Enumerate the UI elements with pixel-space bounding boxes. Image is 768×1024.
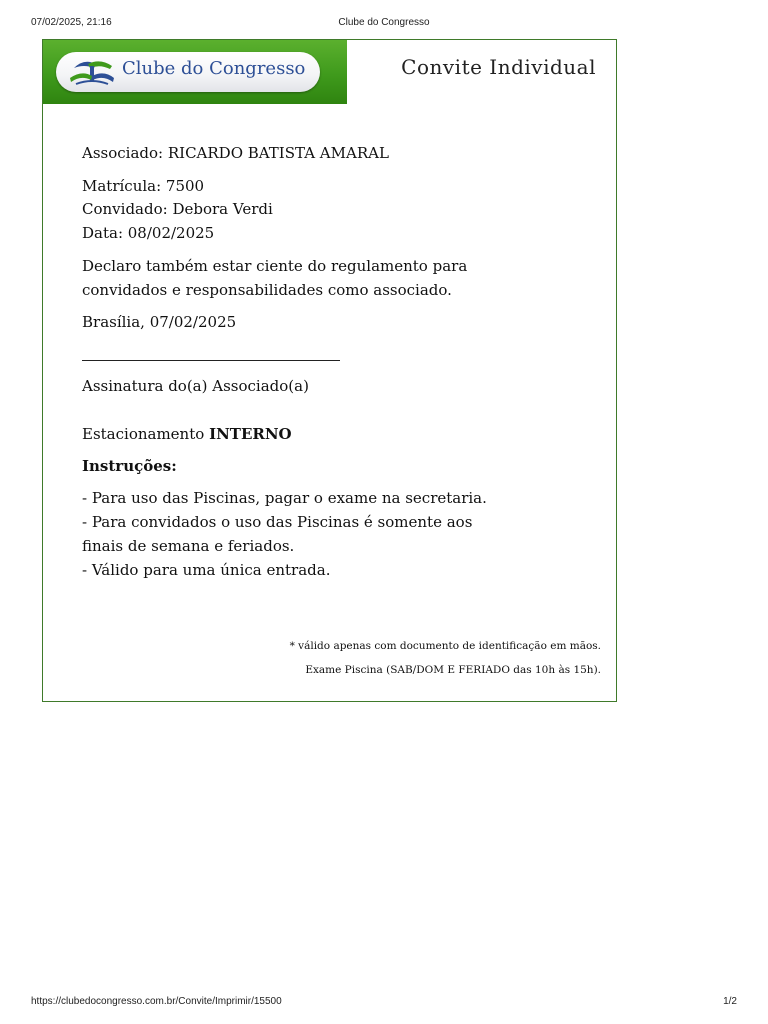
pool-exam-note: Exame Piscina (SAB/DOM E FERIADO das 10h às 15h). [305,664,601,676]
place-and-date: Brasília, 07/02/2025 [82,313,237,331]
instructions-title [82,454,177,478]
print-datetime: 07/02/2025, 21:16 [31,17,112,28]
associate-name: Associado: RICARDO BATISTA AMARAL [82,144,389,162]
logo [56,52,320,92]
logo-text: Clube do Congresso [122,58,306,79]
instruction-item-1: - Para uso das Piscinas, pagar o exame na secretaria. [82,489,487,507]
document-title: Convite Individual [401,55,596,79]
page-url: https://clubedocongresso.com.br/Convite/Imprimir/15500 [31,996,282,1007]
page-number: 1/2 [723,996,737,1007]
parking-label: Estacionamento [82,425,205,443]
visit-date: Data: 08/02/2025 [82,224,215,242]
instruction-item-3: - Válido para uma única entrada. [82,561,331,579]
declaration-line-2: convidados e responsabilidades como associado. [82,281,452,299]
logo-banner [43,40,347,104]
print-header [31,17,737,33]
signature-line [82,360,340,361]
instructions-heading: Instruções: [82,457,177,475]
parking-info [82,422,292,446]
signature-label: Assinatura do(a) Associado(a) [82,377,309,395]
id-requirement-note: * válido apenas com documento de identificação em mãos. [289,640,601,652]
club-emblem-icon [66,56,118,88]
registration-number: Matrícula: 7500 [82,177,205,195]
print-page-title: Clube do Congresso [338,17,430,28]
guest-name: Convidado: Debora Verdi [82,200,273,218]
parking-value: INTERNO [209,425,292,443]
print-footer [31,996,737,1012]
declaration-line-1: Declaro também estar ciente do regulamento para [82,257,468,275]
instruction-item-2-line-2: finais de semana e feriados. [82,537,295,555]
instruction-item-2-line-1: - Para convidados o uso das Piscinas é somente aos [82,513,473,531]
invitation-card [42,39,617,702]
